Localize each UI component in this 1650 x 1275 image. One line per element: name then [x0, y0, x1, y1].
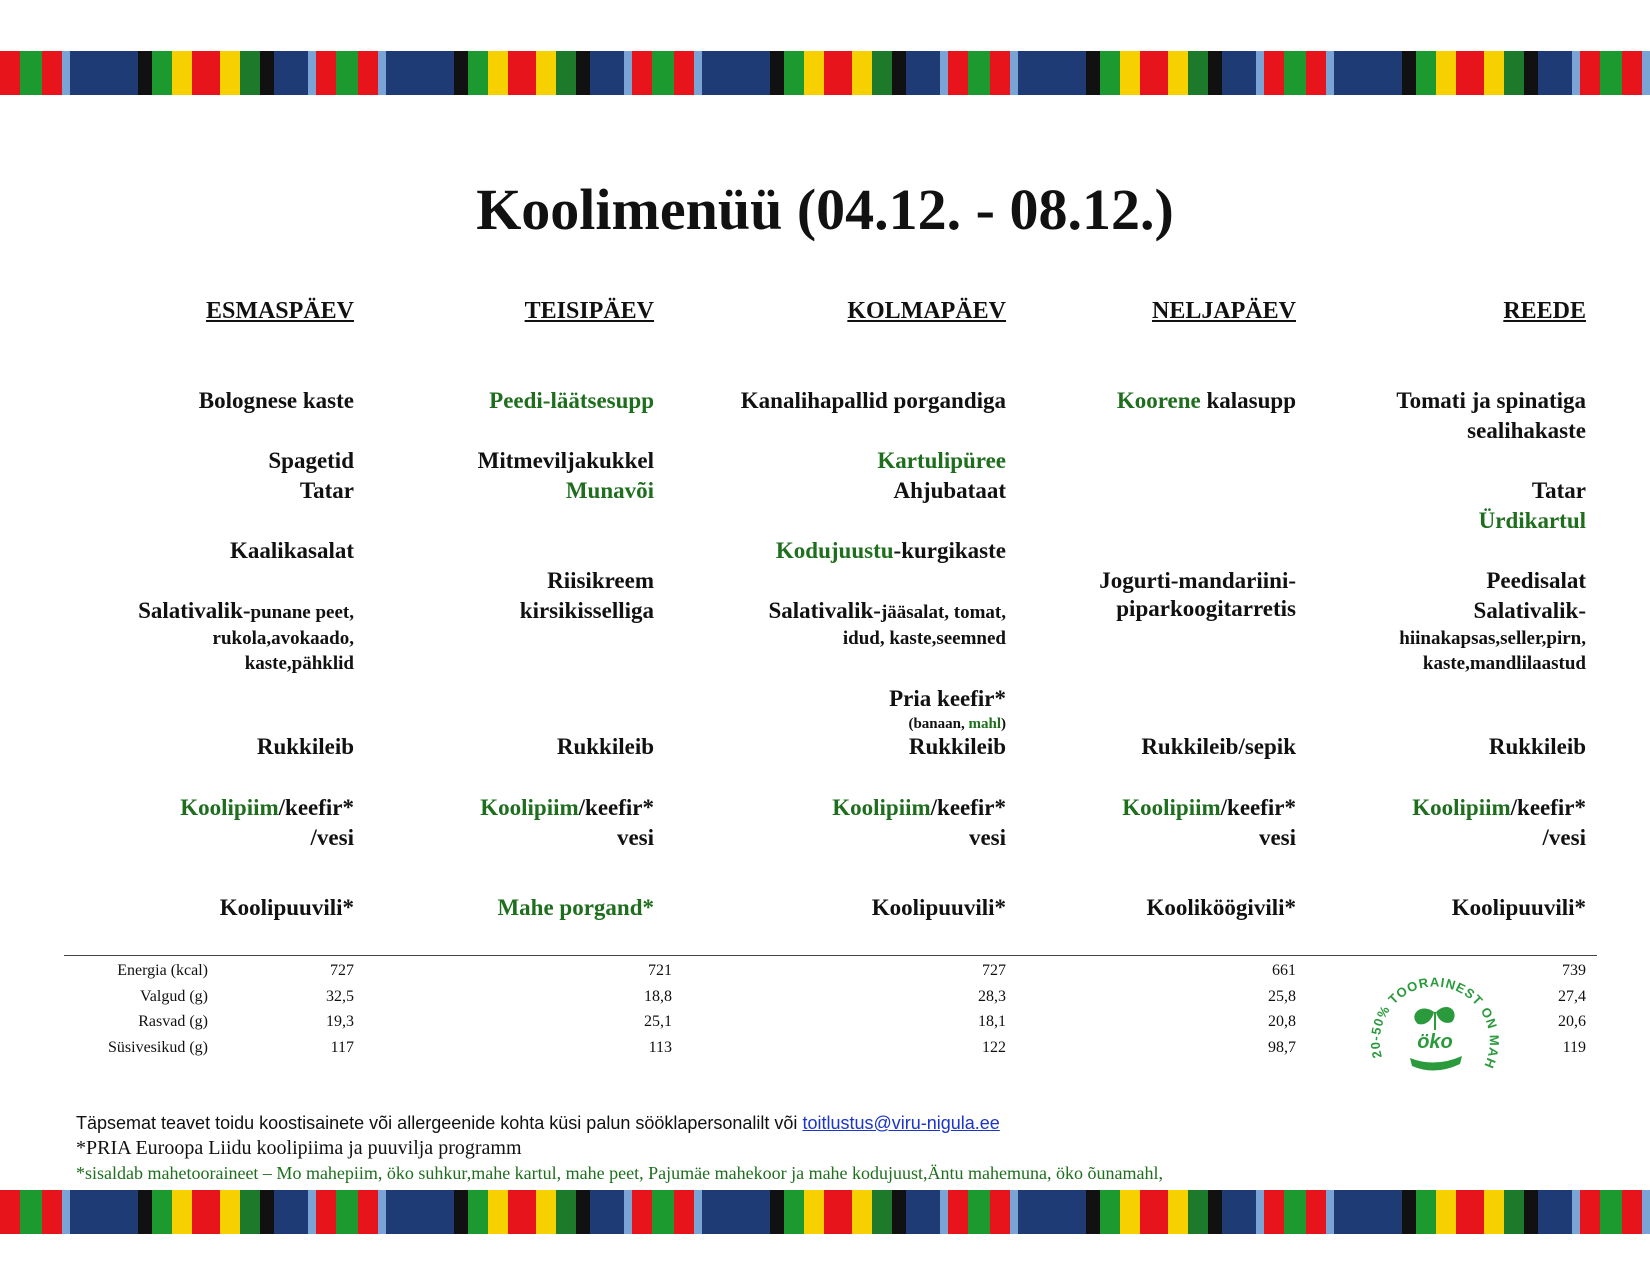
stripe-segment	[454, 1190, 468, 1234]
stripe-segment	[468, 51, 488, 95]
stripe-segment	[62, 1190, 70, 1234]
footer-pria-note: *PRIA Euroopa Liidu koolipiima ja puuvilja programm	[76, 1137, 522, 1159]
stripe-segment	[536, 51, 556, 95]
stripe-segment	[336, 1190, 358, 1234]
nutrition-value: 25,1	[644, 1013, 672, 1030]
stripe-segment	[1368, 51, 1402, 95]
stripe-segment	[1402, 1190, 1416, 1234]
stripe-segment	[240, 1190, 260, 1234]
main-dish: Bolognese kaste	[198, 388, 354, 413]
stripe-segment	[1334, 51, 1368, 95]
footer-organic-note: *sisaldab mahetooraineet – Mo mahepiim, öko suhkur,mahe kartul, mahe peet, Pajumäe mahekoor ja mahe kodujuust,Äntu mahemuna, öko õunamahl,	[76, 1163, 1164, 1183]
stripe-segment	[1572, 1190, 1580, 1234]
stripe-segment	[200, 51, 220, 95]
nutrition-value: 20,6	[1558, 1013, 1586, 1030]
email-link[interactable]: toitlustus@viru-nigula.ee	[802, 1113, 1000, 1133]
stripe-segment	[824, 51, 832, 95]
stripe-segment	[1120, 51, 1140, 95]
side-dish: Mitmeviljakukkel	[477, 448, 654, 473]
stripe-segment	[316, 51, 336, 95]
stripe-segment	[260, 51, 274, 95]
stripe-segment	[152, 1190, 172, 1234]
stripe-segment	[152, 51, 172, 95]
drink: Koolipiim/keefir*	[1122, 795, 1296, 820]
stripe-segment	[770, 51, 784, 95]
stripe-segment	[536, 1190, 556, 1234]
nutrition-value: 18,8	[644, 987, 672, 1005]
stripe-segment	[556, 1190, 576, 1234]
stripe-segment	[378, 1190, 386, 1234]
dessert: Riisikreem	[547, 568, 654, 593]
stripe-segment	[1524, 51, 1538, 95]
salad: Peedisalat	[1486, 568, 1586, 593]
stripe-segment	[632, 51, 652, 95]
stripe-segment	[1052, 1190, 1086, 1234]
stripe-segment	[1208, 51, 1222, 95]
stripe-segment	[508, 51, 516, 95]
fruit: Koolipuuvili*	[1451, 895, 1586, 920]
stripe-segment	[784, 51, 804, 95]
fruit: Mahe porgand*	[497, 895, 654, 920]
stripe-segment	[516, 1190, 536, 1234]
drink: Koolipiim/keefir*	[1412, 795, 1586, 820]
main-dish: Peedi-läätsesupp	[489, 388, 654, 413]
salad-detail: rukola,avokaado,	[212, 628, 354, 649]
stripe-segment	[468, 1190, 488, 1234]
stripe-segment	[1402, 51, 1416, 95]
stripe-segment	[1436, 51, 1456, 95]
stripe-segment	[1284, 1190, 1306, 1234]
stripe-segment	[454, 51, 468, 95]
bread: Rukkileib	[1488, 734, 1586, 759]
stripe-segment	[804, 51, 824, 95]
stripe-segment	[702, 51, 736, 95]
stripe-segment	[632, 1190, 652, 1234]
stripe-segment	[1456, 51, 1464, 95]
stripe-segment	[906, 1190, 940, 1234]
stripe-segment	[1622, 1190, 1642, 1234]
stripe-segment	[1416, 51, 1436, 95]
stripe-segment	[590, 1190, 624, 1234]
stripe-segment	[386, 51, 420, 95]
salad: Kaalikasalat	[230, 538, 354, 563]
side-dish: Kartulipüree	[877, 448, 1006, 473]
stripe-segment	[968, 51, 990, 95]
stripe-segment	[1580, 1190, 1600, 1234]
stripe-segment	[1538, 1190, 1572, 1234]
stripe-segment	[1018, 1190, 1052, 1234]
stripe-segment	[220, 1190, 240, 1234]
stripe-segment	[172, 1190, 192, 1234]
column-wednesday	[676, 296, 1006, 936]
stripe-segment	[240, 51, 260, 95]
main-dish: Tomati ja spinatiga	[1396, 388, 1586, 413]
nutrition-labels	[70, 958, 208, 1060]
stripe-segment	[1642, 1190, 1650, 1234]
stripe-segment	[1464, 1190, 1484, 1234]
bread: Rukkileib	[556, 734, 654, 759]
stripe-segment	[192, 51, 200, 95]
nutrition-value: 18,1	[978, 1013, 1006, 1030]
salad-detail: kaste,mandlilaastud	[1422, 653, 1586, 674]
stripe-segment	[652, 51, 674, 95]
nutrition-values-tuesday	[592, 958, 672, 1060]
stripe-segment	[1600, 1190, 1622, 1234]
stripe-segment	[0, 1190, 20, 1234]
nutrition-value: 28,3	[978, 987, 1006, 1005]
day-heading-wednesday: KOLMAPÄEV	[847, 298, 1006, 324]
stripe-segment	[576, 1190, 590, 1234]
stripe-segment	[420, 51, 454, 95]
stripe-segment	[590, 51, 624, 95]
stripe-segment	[200, 1190, 220, 1234]
stripe-segment	[1188, 1190, 1208, 1234]
stripe-segment	[1600, 51, 1622, 95]
day-heading-tuesday: TEISIPÄEV	[524, 298, 654, 324]
stripe-segment	[1368, 1190, 1402, 1234]
nutrition-value: 119	[1562, 1038, 1586, 1056]
stripe-segment	[674, 51, 694, 95]
stripe-segment	[1484, 51, 1504, 95]
nutrition-value: 122	[982, 1038, 1006, 1056]
stripe-segment	[1208, 1190, 1222, 1234]
eco-center-text: öko	[1417, 1031, 1453, 1053]
stripe-segment	[1222, 51, 1256, 95]
stripe-segment	[556, 51, 576, 95]
stripe-segment	[1524, 1190, 1538, 1234]
stripe-segment	[220, 51, 240, 95]
stripe-segment	[674, 1190, 694, 1234]
footer-info: Täpsemat teavet toidu koostisainete või allergeenide kohta küsi palun sööklapersonalilt või toitlustus@viru-nigula.ee	[76, 1113, 1000, 1133]
side-dish: Ürdikartul	[1478, 508, 1586, 533]
drink: Koolipiim/keefir*	[480, 795, 654, 820]
main-dish: Koorene kalasupp	[1116, 388, 1296, 413]
kefir-note: (banaan, mahl)	[908, 716, 1006, 732]
stripe-segment	[1222, 1190, 1256, 1234]
decorative-stripe-bottom	[0, 1190, 1650, 1234]
dessert: Jogurti-mandariini-	[1099, 568, 1296, 593]
stripe-segment	[1120, 1190, 1140, 1234]
nutrition-value: 721	[648, 962, 672, 979]
drink: Koolipiim/keefir*	[832, 795, 1006, 820]
nutrition-value: 117	[330, 1038, 354, 1056]
side-dish: Ahjubataat	[893, 478, 1006, 503]
stripe-segment	[1256, 1190, 1264, 1234]
stripe-segment	[948, 1190, 968, 1234]
stripe-segment	[1284, 51, 1306, 95]
stripe-segment	[1416, 1190, 1436, 1234]
nutrition-values-thursday	[1216, 958, 1296, 1060]
page-title: Koolimenüü (04.12. - 08.12.)	[476, 177, 1174, 242]
nutrition-value: 27,4	[1558, 987, 1586, 1005]
stripe-segment	[488, 51, 508, 95]
stripe-segment	[1642, 51, 1650, 95]
bread: Rukkileib	[908, 734, 1006, 759]
stripe-segment	[872, 51, 892, 95]
stripe-segment	[508, 1190, 516, 1234]
stripe-segment	[576, 51, 590, 95]
stripe-segment	[1010, 1190, 1018, 1234]
stripe-segment	[990, 51, 1010, 95]
stripe-segment	[824, 1190, 832, 1234]
nutrition-value: 32,5	[326, 987, 354, 1005]
nutrition-values-friday	[1506, 958, 1586, 1060]
side-dish: Spagetid	[268, 448, 354, 473]
nutrition-value: 98,7	[1268, 1038, 1296, 1056]
nutrition-value: 727	[330, 962, 354, 979]
main-dish: sealihakaste	[1467, 418, 1586, 443]
stripe-segment	[1264, 51, 1284, 95]
stripe-segment	[1484, 1190, 1504, 1234]
stripe-segment	[42, 1190, 62, 1234]
column-tuesday	[384, 296, 654, 936]
salad-detail: kaste,pähklid	[244, 653, 354, 674]
stripe-segment	[1264, 1190, 1284, 1234]
salad-choice: Salativalik-	[1473, 598, 1586, 623]
stripe-segment	[784, 1190, 804, 1234]
stripe-segment	[62, 51, 70, 95]
drink-water: /vesi	[1542, 825, 1586, 850]
footer	[76, 1111, 1163, 1185]
stripe-segment	[70, 1190, 104, 1234]
fruit: Koolipuuvili*	[871, 895, 1006, 920]
nutrition-value: 727	[982, 962, 1006, 979]
stripe-segment	[1188, 51, 1208, 95]
drink-water: /vesi	[310, 825, 354, 850]
dessert: piparkoogitarretis	[1116, 596, 1296, 621]
stripe-segment	[1504, 1190, 1524, 1234]
stripe-segment	[1436, 1190, 1456, 1234]
nutrition-label: Valgud (g)	[140, 987, 208, 1005]
stripe-segment	[1148, 51, 1168, 95]
stripe-segment	[138, 1190, 152, 1234]
stripe-segment	[1100, 51, 1120, 95]
day-heading-monday: ESMASPÄEV	[205, 298, 354, 324]
column-friday	[1326, 296, 1586, 936]
stripe-segment	[172, 51, 192, 95]
stripe-segment	[852, 51, 872, 95]
stripe-segment	[624, 51, 632, 95]
side-dish: Tatar	[299, 478, 354, 503]
side-dish: Munavõi	[565, 478, 654, 503]
stripe-segment	[1018, 51, 1052, 95]
stripe-segment	[1086, 1190, 1100, 1234]
stripe-segment	[1168, 1190, 1188, 1234]
divider-line	[64, 955, 1597, 956]
salad-detail: hiinakapsas,seller,pirn,	[1399, 628, 1586, 649]
salad-choice: Salativalik-jääsalat, tomat,	[768, 598, 1006, 623]
stripe-segment	[274, 51, 308, 95]
stripe-segment	[872, 1190, 892, 1234]
stripe-segment	[702, 1190, 736, 1234]
stripe-segment	[358, 1190, 378, 1234]
eco-arc-text: 20-50% TOORAINEST ON MAH	[1367, 974, 1502, 1072]
stripe-segment	[652, 1190, 674, 1234]
nutrition-value: 25,8	[1268, 987, 1296, 1005]
stripe-segment	[1326, 51, 1334, 95]
stripe-segment	[1306, 1190, 1326, 1234]
stripe-segment	[20, 51, 42, 95]
day-heading-thursday: NELJAPÄEV	[1151, 298, 1296, 324]
stripe-segment	[940, 51, 948, 95]
svg-text:20-50% TOORAINEST ON MAHE	[1360, 972, 1502, 1071]
stripe-segment	[104, 1190, 138, 1234]
side-dish: Tatar	[1531, 478, 1586, 503]
kefir: Pria keefir*	[889, 686, 1006, 711]
stripe-segment	[516, 51, 536, 95]
nutrition-value: 113	[648, 1038, 672, 1056]
nutrition-value: 661	[1272, 962, 1296, 979]
drink: Koolipiim/keefir*	[180, 795, 354, 820]
stripe-segment	[1010, 51, 1018, 95]
stripe-segment	[1140, 1190, 1148, 1234]
stripe-segment	[968, 1190, 990, 1234]
stripe-segment	[420, 1190, 454, 1234]
drink-water: vesi	[616, 825, 654, 850]
stripe-segment	[694, 51, 702, 95]
stripe-segment	[1580, 51, 1600, 95]
stripe-segment	[990, 1190, 1010, 1234]
salad-choice: Salativalik-punane peet,	[138, 598, 354, 623]
stripe-segment	[20, 1190, 42, 1234]
stripe-segment	[70, 51, 104, 95]
stripe-segment	[0, 51, 20, 95]
stripe-segment	[1572, 51, 1580, 95]
stripe-segment	[1140, 51, 1148, 95]
stripe-segment	[1086, 51, 1100, 95]
stripe-segment	[940, 1190, 948, 1234]
stripe-segment	[736, 51, 770, 95]
stripe-segment	[1326, 1190, 1334, 1234]
salad-detail: idud, kaste,seemned	[842, 628, 1006, 649]
stripe-segment	[308, 1190, 316, 1234]
stripe-segment	[308, 51, 316, 95]
sauce: Kodujuustu-kurgikaste	[775, 538, 1006, 563]
drink-water: vesi	[1258, 825, 1296, 850]
stripe-segment	[1464, 51, 1484, 95]
nutrition-values-monday	[274, 958, 354, 1060]
eco-leaf-icon	[1360, 972, 1510, 1102]
stripe-segment	[1100, 1190, 1120, 1234]
stripe-segment	[694, 1190, 702, 1234]
stripe-segment	[1148, 1190, 1168, 1234]
bread: Rukkileib/sepik	[1141, 734, 1296, 759]
column-thursday	[1016, 296, 1296, 936]
stripe-segment	[378, 51, 386, 95]
day-heading-friday: REEDE	[1503, 298, 1586, 324]
drink-water: vesi	[968, 825, 1006, 850]
nutrition-value: 19,3	[326, 1013, 354, 1030]
stripe-segment	[42, 51, 62, 95]
stripe-segment	[138, 51, 152, 95]
stripe-segment	[316, 1190, 336, 1234]
nutrition-label: Rasvad (g)	[138, 1013, 208, 1030]
main-dish: Kanalihapallid porgandiga	[740, 388, 1006, 413]
stripe-segment	[736, 1190, 770, 1234]
stripe-segment	[906, 51, 940, 95]
stripe-segment	[1538, 51, 1572, 95]
stripe-segment	[832, 51, 852, 95]
dessert: kirsikisselliga	[519, 598, 654, 623]
stripe-segment	[1306, 51, 1326, 95]
nutrition-value: 20,8	[1268, 1013, 1296, 1030]
nutrition-value: 739	[1562, 962, 1586, 979]
nutrition-values-wednesday	[926, 958, 1006, 1060]
decorative-stripe-top	[0, 51, 1650, 95]
stripe-segment	[624, 1190, 632, 1234]
fruit: Kooliköögivili*	[1146, 895, 1296, 920]
stripe-segment	[948, 51, 968, 95]
fruit: Koolipuuvili*	[219, 895, 354, 920]
stripe-segment	[336, 51, 358, 95]
stripe-segment	[852, 1190, 872, 1234]
stripe-segment	[1256, 51, 1264, 95]
stripe-segment	[1168, 51, 1188, 95]
nutrition-label: Süsivesikud (g)	[108, 1038, 208, 1056]
stripe-segment	[192, 1190, 200, 1234]
stripe-segment	[1052, 51, 1086, 95]
stripe-segment	[104, 51, 138, 95]
stripe-segment	[1622, 51, 1642, 95]
stripe-segment	[770, 1190, 784, 1234]
bread: Rukkileib	[256, 734, 354, 759]
column-monday	[84, 296, 354, 936]
stripe-segment	[274, 1190, 308, 1234]
stripe-segment	[1504, 51, 1524, 95]
stripe-segment	[1334, 1190, 1368, 1234]
stripe-segment	[804, 1190, 824, 1234]
stripe-segment	[892, 51, 906, 95]
stripe-segment	[488, 1190, 508, 1234]
stripe-segment	[358, 51, 378, 95]
stripe-segment	[386, 1190, 420, 1234]
stripe-segment	[1456, 1190, 1464, 1234]
stripe-segment	[832, 1190, 852, 1234]
nutrition-label: Energia (kcal)	[117, 962, 208, 979]
eco-logo	[1360, 972, 1510, 1102]
stripe-segment	[892, 1190, 906, 1234]
stripe-segment	[260, 1190, 274, 1234]
